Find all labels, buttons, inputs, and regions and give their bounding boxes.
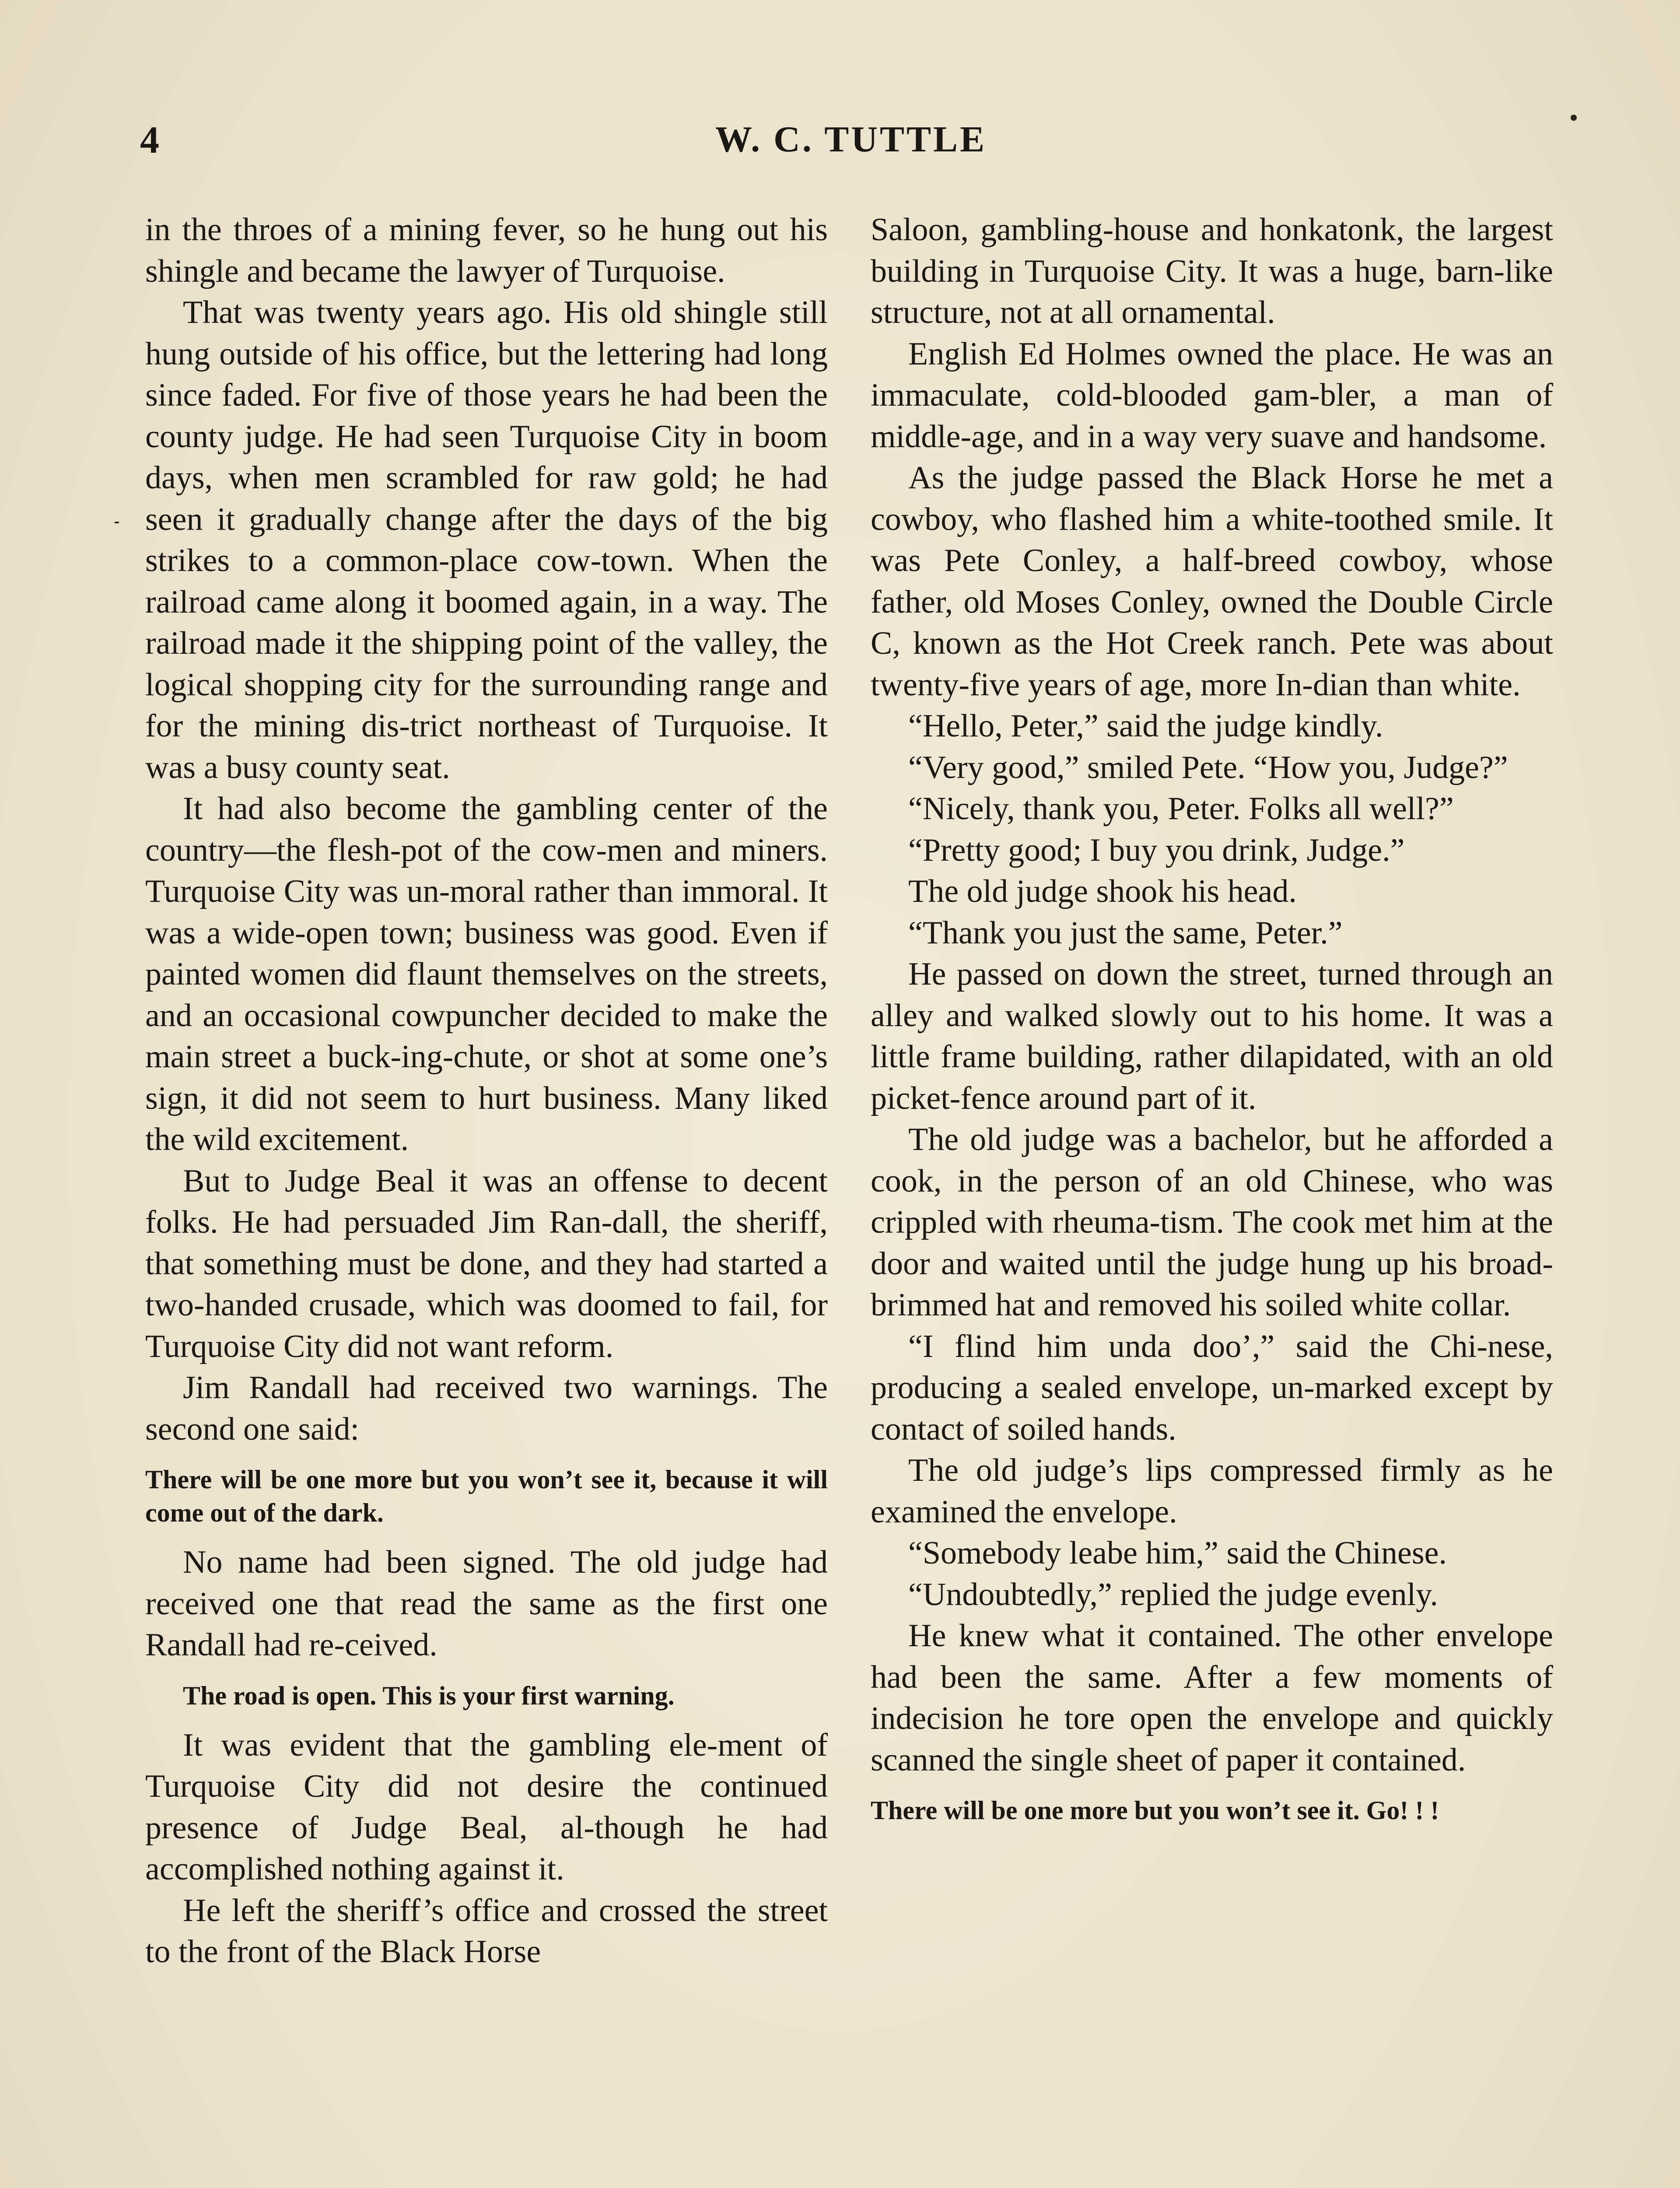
running-title: W. C. TUTTLE: [715, 119, 987, 160]
warning-note-paragraph: The road is open. This is your first warning.: [183, 1681, 675, 1710]
body-paragraph: “Pretty good; I buy you drink, Judge.”: [908, 832, 1405, 868]
body-paragraph: But to Judge Beal it was an offense to decent folks. He had persuaded Jim Ran-dall, the sheriff, that something must be done, and they had started a two-handed crusade, which was doomed to fail, for Turquoise City did not want reform.: [145, 1163, 828, 1364]
body-paragraph: in the throes of a mining fever, so he hung out his shingle and became the lawyer of Turquoise.: [145, 212, 828, 289]
body-paragraph: “I flind him unda doo’,” said the Chi-nese, producing a sealed envelope, un-marked except by contact of soiled hands.: [871, 1328, 1553, 1447]
warning-note-paragraph: There will be one more but you won’t see it. Go! ! !: [871, 1796, 1439, 1825]
body-paragraph: No name had been signed. The old judge had received one that read the same as the first one Randall had re-ceived.: [145, 1544, 828, 1663]
body-paragraph: It was evident that the gambling ele-ment of Turquoise City did not desire the continued presence of Judge Beal, al-though he had accomplished nothing against it.: [145, 1727, 828, 1887]
body-paragraph: The old judge shook his head.: [908, 873, 1297, 909]
warning-note-paragraph: There will be one more but you won’t see it, because it will come out of the dark.: [145, 1465, 828, 1527]
body-paragraph: He knew what it contained. The other envelope had been the same. After a few moments of indecision he tore open the envelope and quickly scanned the single sheet of paper it contained.: [871, 1618, 1553, 1778]
left-text-column: [145, 209, 828, 1973]
right-text-column: [871, 209, 1553, 1839]
body-paragraph: “Hello, Peter,” said the judge kindly.: [908, 708, 1383, 744]
body-paragraph: Saloon, gambling-house and honkatonk, the largest building in Turquoise City. It was a huge, barn-like structure, not at all ornamental.: [871, 212, 1553, 330]
body-paragraph: He passed on down the street, turned through an alley and walked slowly out to his home. It was a little frame building, rather dilapidated, with an old picket-fence around part of it.: [871, 956, 1553, 1116]
body-paragraph: Jim Randall had received two warnings. The second one said:: [145, 1370, 828, 1447]
ink-speck: [1571, 115, 1577, 121]
body-paragraph: He left the sheriff’s office and crossed the street to the front of the Black Horse: [145, 1892, 828, 1970]
body-paragraph: That was twenty years ago. His old shingle still hung outside of his office, but the lettering had long since faded. For five of those years he had been the county judge. He had seen Turquoise City in boom days, when men scrambled for raw gold; he had seen it gradually change after the days of the big strikes to a common-place cow-town. When the railroad came along it boomed again, in a way. The railroad made it the shipping point of the valley, the logical shopping city for the surrounding range and for the mining dis-trict northeast of Turquoise. It was a busy county seat.: [145, 295, 828, 785]
page-number: 4: [140, 119, 159, 161]
body-paragraph: “Thank you just the same, Peter.”: [908, 915, 1343, 951]
body-paragraph: The old judge’s lips compressed firmly as he examined the envelope.: [871, 1452, 1553, 1530]
body-paragraph: The old judge was a bachelor, but he afforded a cook, in the person of an old Chinese, who was crippled with rheuma-tism. The cook met him at the door and waited until the judge hung up his broad-brimmed hat and removed his soiled white collar.: [871, 1122, 1553, 1323]
body-paragraph: English Ed Holmes owned the place. He was an immaculate, cold-blooded gam-bler, a man of middle-age, and in a way very suave and handsome.: [871, 336, 1553, 455]
body-paragraph: “Undoubtedly,” replied the judge evenly.: [908, 1576, 1438, 1613]
body-paragraph: “Very good,” smiled Pete. “How you, Judge?”: [908, 749, 1508, 785]
ink-speck: [115, 522, 119, 523]
body-paragraph: “Nicely, thank you, Peter. Folks all well?”: [908, 791, 1454, 827]
body-paragraph: “Somebody leabe him,” said the Chinese.: [908, 1535, 1447, 1571]
page-header: [140, 118, 1562, 166]
body-paragraph: It had also become the gambling center of the country—the flesh-pot of the cow-men and miners. Turquoise City was un-moral rather than immoral. It was a wide-open town; business was good. Even if painted women did flaunt themselves on the streets, and an occasional cowpuncher decided to make the main street a buck-ing-chute, or shot at some one’s sign, it did not seem to hurt business. Many liked the wild excitement.: [145, 791, 828, 1157]
body-paragraph: As the judge passed the Black Horse he met a cowboy, who flashed him a white-toothed smile. It was Pete Conley, a half-breed cowboy, whose father, old Moses Conley, owned the Double Circle C, known as the Hot Creek ranch. Pete was about twenty-five years of age, more In-dian than white.: [871, 460, 1553, 703]
